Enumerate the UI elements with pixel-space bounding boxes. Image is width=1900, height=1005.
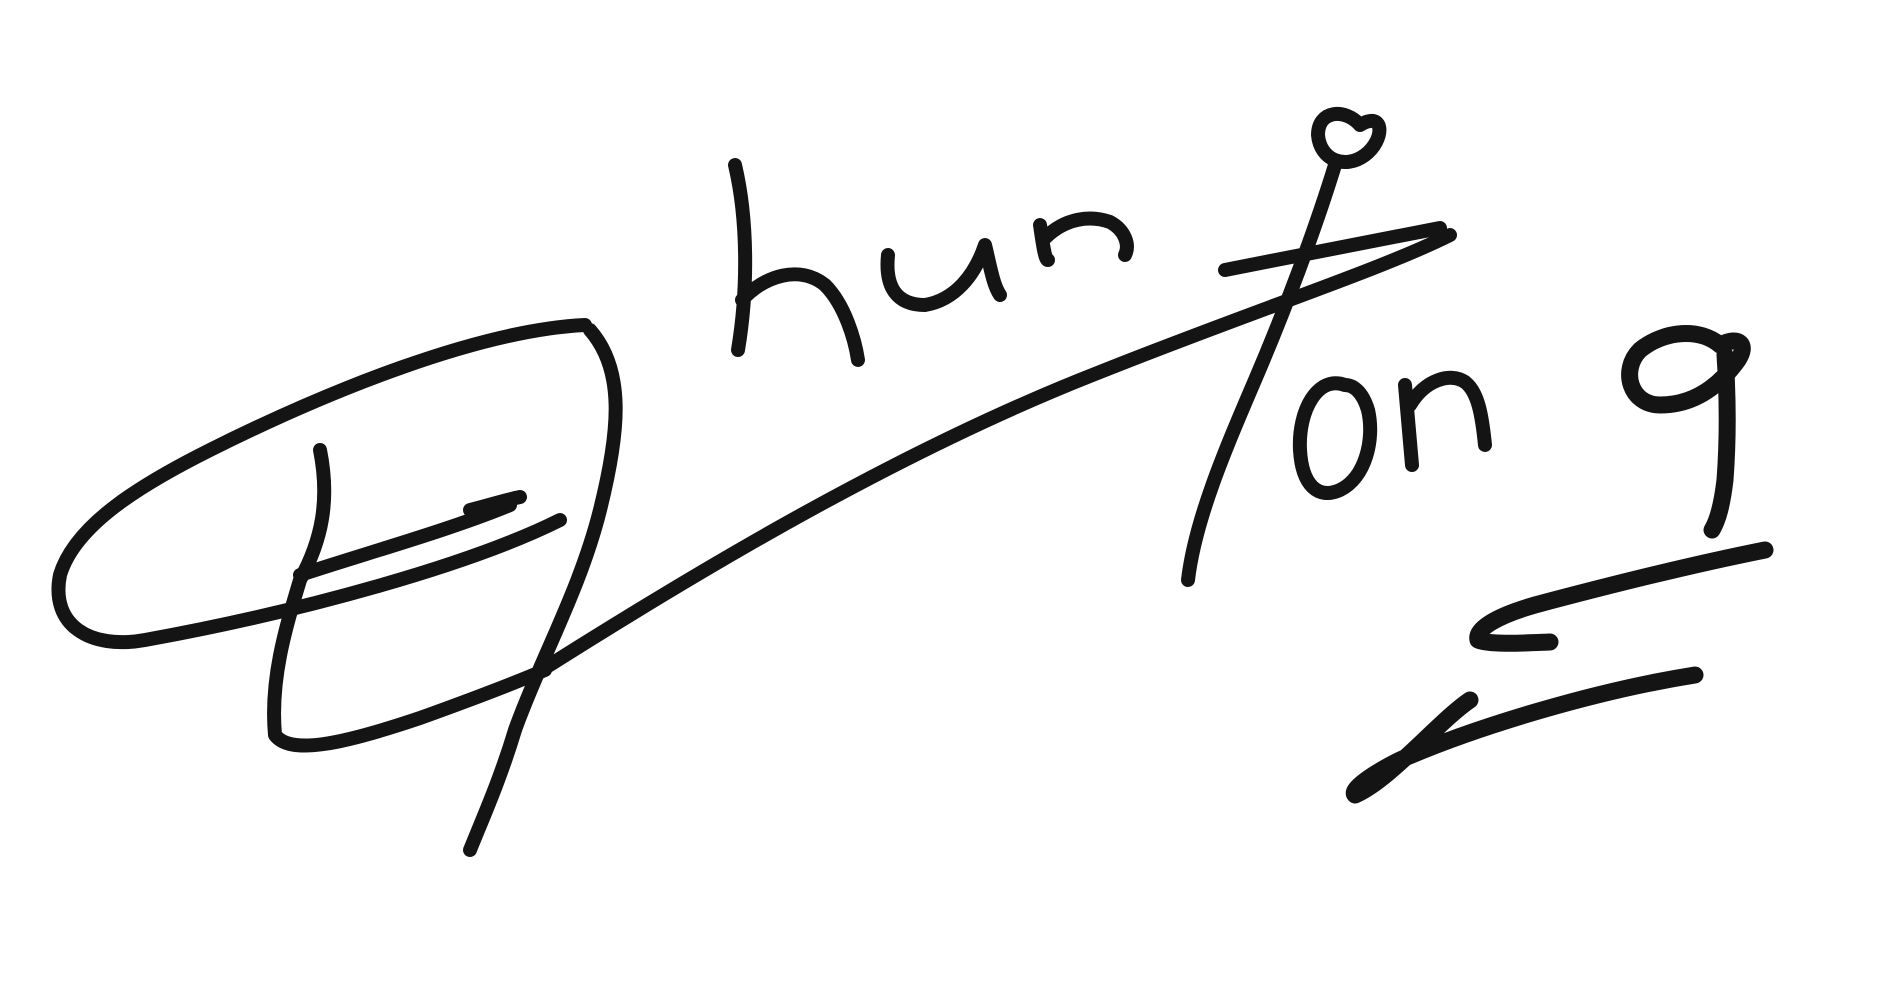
signature-letter-o	[1300, 383, 1370, 493]
signature-letter-u	[887, 245, 1000, 305]
signature-underline-lower	[1354, 675, 1695, 795]
signature-initial-crossbar	[300, 505, 510, 575]
signature-letter-n2	[1405, 378, 1485, 465]
signature-letter-h	[735, 165, 858, 360]
signature-letter-g-loop	[1318, 114, 1379, 162]
signature-initial-descender	[470, 330, 616, 850]
signature-letter-n	[1040, 219, 1127, 260]
signature-letter-g-descender	[1188, 165, 1335, 580]
signature-underline-upper	[1478, 550, 1765, 643]
